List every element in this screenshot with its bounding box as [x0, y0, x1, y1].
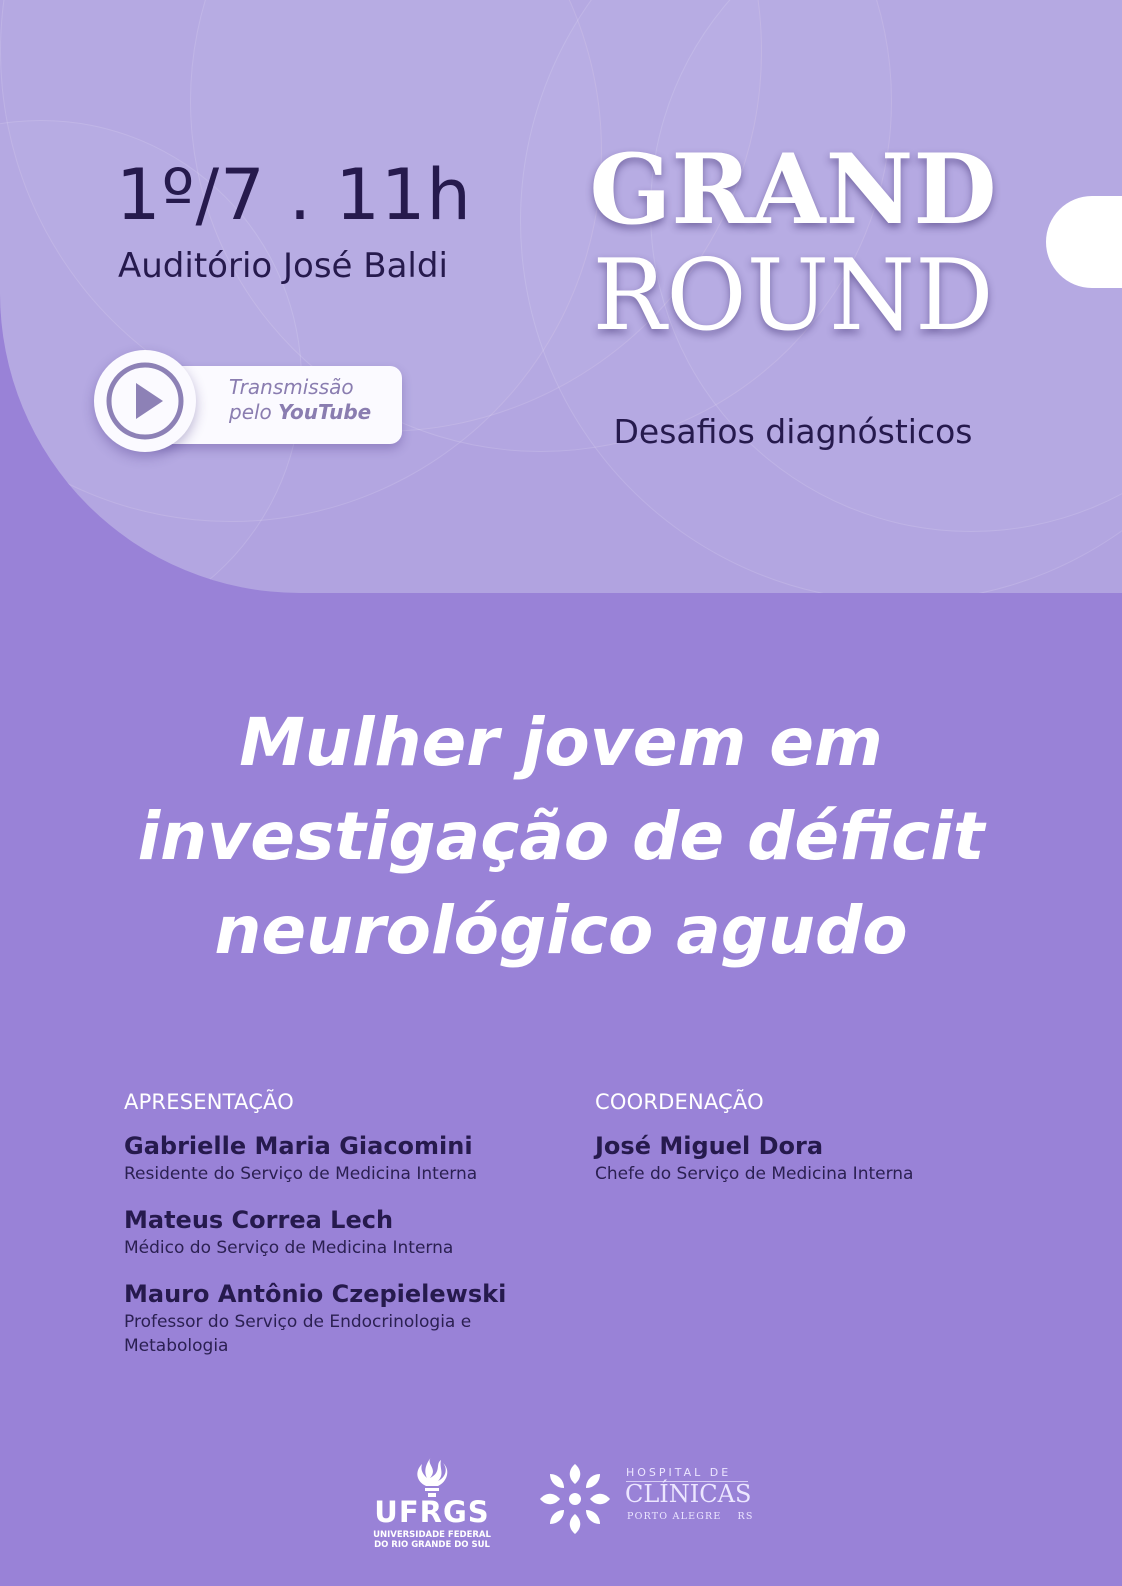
presenter-name: Mateus Correa Lech [124, 1206, 394, 1234]
coordinator-name: José Miguel Dora [595, 1132, 824, 1160]
torch-icon [372, 1450, 492, 1500]
ufrgs-subtitle-line-2: DO RIO GRANDE DO SUL [374, 1540, 490, 1550]
hcpa-state: RS [737, 1511, 754, 1522]
title-line-2: ROUND [592, 239, 994, 353]
presenter-role: Residente do Serviço de Medicina Interna [124, 1164, 478, 1184]
presenter [124, 1130, 554, 1186]
title-line-1: GRAND [589, 133, 997, 246]
presenter [124, 1278, 554, 1358]
footer-logos [0, 1450, 1122, 1560]
stream-line-2 [229, 400, 371, 425]
presenter-name: Gabrielle Maria Giacomini [124, 1132, 473, 1160]
case-headline [60, 696, 1062, 978]
hospital-clinicas-logo-icon [536, 1460, 614, 1538]
presenter-name: Mauro Antônio Czepielewski [124, 1280, 507, 1308]
youtube-brand: YouTube [278, 400, 372, 424]
hcpa-top-text: HOSPITAL DE [626, 1466, 732, 1479]
play-icon[interactable] [94, 350, 196, 452]
headline-line-3: neurológico agudo [214, 892, 908, 969]
hcpa-location [627, 1511, 754, 1523]
presenter-role: Médico do Serviço de Medicina Interna [124, 1238, 454, 1258]
presentation-heading: APRESENTAÇÃO [124, 1090, 294, 1114]
stream-line-1: Transmissão [229, 375, 354, 399]
page-subtitle: Desafios diagnósticos [613, 412, 973, 451]
ufrgs-subtitle [366, 1530, 498, 1550]
stream-prefix: pelo [229, 400, 279, 424]
hcpa-main-text: CLÍNICAS [625, 1480, 752, 1508]
youtube-stream-label[interactable] [229, 375, 371, 425]
headline-line-2: investigação de déficit [137, 798, 985, 875]
coordination-heading: COORDENAÇÃO [595, 1090, 764, 1114]
ufrgs-name: UFRGS [374, 1495, 490, 1529]
presentation-column [124, 1088, 554, 1376]
event-date-time: 1º/7 . 11h [116, 154, 472, 236]
presenter-role: Professor do Serviço de Endocrinologia e Metabologia [124, 1312, 472, 1356]
ufrgs-subtitle-line-1: UNIVERSIDADE FEDERAL [373, 1530, 491, 1540]
hcpa-city: PORTO ALEGRE [627, 1511, 722, 1522]
presenter [124, 1204, 554, 1260]
event-venue: Auditório José Baldi [118, 246, 448, 286]
coordinator [595, 1130, 1015, 1186]
coordinator-role: Chefe do Serviço de Medicina Interna [595, 1164, 914, 1184]
coordination-column [595, 1088, 1015, 1204]
headline-line-1: Mulher jovem em [239, 704, 883, 781]
